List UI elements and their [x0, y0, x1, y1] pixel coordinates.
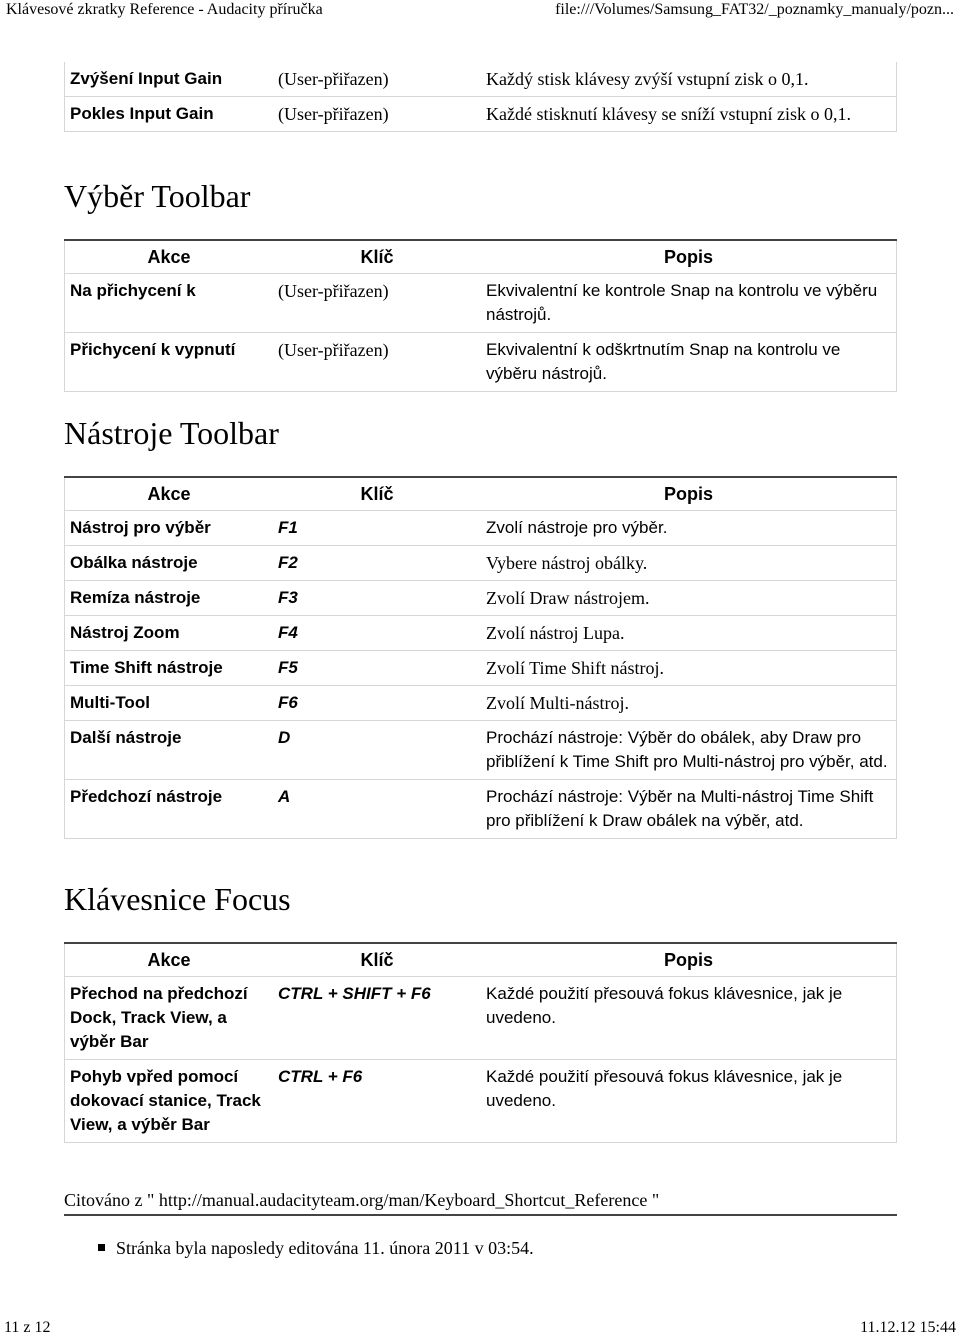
table-row: [65, 721, 897, 780]
row-action: Obálka nástroje: [65, 546, 274, 581]
row-action: Nástroj pro výběr: [65, 511, 274, 546]
row-key: CTRL + SHIFT + F6: [273, 977, 481, 1060]
print-header-url: file:///Volumes/Samsung_FAT32/_poznamky_manualy/pozn...: [555, 1, 954, 18]
vyber-table: [64, 239, 897, 392]
table-row: [65, 686, 897, 721]
row-key: F3: [273, 581, 481, 616]
row-desc: Každé použití přesouvá fokus klávesnice, jak je uvedeno.: [481, 1060, 897, 1143]
row-key: A: [273, 780, 481, 839]
table-row: [65, 581, 897, 616]
section-heading-nastroje: Nástroje Toolbar: [64, 415, 279, 451]
row-action: Zvýšení Input Gain: [65, 62, 274, 97]
row-desc: Vybere nástroj obálky.: [481, 546, 897, 581]
row-key: F6: [273, 686, 481, 721]
column-header-klic: Klíč: [273, 943, 481, 977]
row-action: Time Shift nástroje: [65, 651, 274, 686]
row-key: F2: [273, 546, 481, 581]
focus-table-block: [64, 942, 897, 1143]
table-row: [65, 977, 897, 1060]
column-header-klic: Klíč: [273, 477, 481, 511]
row-key: (User-přiřazen): [273, 333, 481, 392]
row-key: (User-přiřazen): [273, 62, 481, 97]
table-row: [65, 651, 897, 686]
gain-table-block: [64, 62, 897, 132]
print-footer: [0, 1318, 960, 1338]
row-action: Pokles Input Gain: [65, 97, 274, 132]
row-action: Další nástroje: [65, 721, 274, 780]
row-desc: Zvolí Multi-nástroj.: [481, 686, 897, 721]
gain-table: [64, 62, 897, 132]
row-key: D: [273, 721, 481, 780]
section-heading-focus: Klávesnice Focus: [64, 881, 291, 917]
table-row: [65, 546, 897, 581]
row-action: Na přichycení k: [65, 274, 274, 333]
row-desc: Zvolí nástroje pro výběr.: [481, 511, 897, 546]
row-action: Pohyb vpřed pomocí dokovací stanice, Track View, a výběr Bar: [65, 1060, 274, 1143]
row-key: F1: [273, 511, 481, 546]
table-row: [65, 97, 897, 132]
citation: Citováno z " http://manual.audacityteam.org/man/Keyboard_Shortcut_Reference ": [64, 1188, 897, 1216]
print-datetime: 11.12.12 15:44: [860, 1319, 956, 1336]
table-row: [65, 62, 897, 97]
list-item: [98, 1236, 534, 1260]
page-number: 11 z 12: [4, 1319, 51, 1336]
column-header-popis: Popis: [481, 477, 897, 511]
row-desc: Každý stisk klávesy zvýší vstupní zisk o 0,1.: [481, 62, 897, 97]
focus-table: [64, 942, 897, 1143]
vyber-table-block: [64, 239, 897, 392]
row-desc: Zvolí Draw nástrojem.: [481, 581, 897, 616]
row-key: CTRL + F6: [273, 1060, 481, 1143]
row-action: Přichycení k vypnutí: [65, 333, 274, 392]
column-header-akce: Akce: [65, 477, 274, 511]
section-heading-vyber: Výběr Toolbar: [64, 178, 251, 214]
row-desc: Zvolí nástroj Lupa.: [481, 616, 897, 651]
row-desc: Ekvivalentní ke kontrole Snap na kontrolu ve výběru nástrojů.: [481, 274, 897, 333]
row-desc: Prochází nástroje: Výběr na Multi-nástroj Time Shift pro přiblížení k Draw obálek na výběr, atd.: [481, 780, 897, 839]
table-row: [65, 616, 897, 651]
column-header-akce: Akce: [65, 240, 274, 274]
print-header: [0, 0, 960, 24]
row-key: F4: [273, 616, 481, 651]
row-key: F5: [273, 651, 481, 686]
table-row: [65, 333, 897, 392]
column-header-klic: Klíč: [273, 240, 481, 274]
last-edited-text: Stránka byla naposledy editována 11. února 2011 v 03:54.: [116, 1238, 534, 1258]
nastroje-table-block: [64, 476, 897, 839]
print-header-title: Klávesové zkratky Reference - Audacity příručka: [6, 1, 323, 18]
column-header-akce: Akce: [65, 943, 274, 977]
row-desc: Prochází nástroje: Výběr do obálek, aby Draw pro přiblížení k Time Shift pro Multi-nástroj pro výběr, atd.: [481, 721, 897, 780]
square-bullet-icon: [98, 1244, 105, 1251]
table-header-row: [65, 240, 897, 274]
table-header-row: [65, 477, 897, 511]
row-action: Nástroj Zoom: [65, 616, 274, 651]
table-row: [65, 274, 897, 333]
row-desc: Ekvivalentní k odškrtnutím Snap na kontrolu ve výběru nástrojů.: [481, 333, 897, 392]
row-action: Multi-Tool: [65, 686, 274, 721]
table-header-row: [65, 943, 897, 977]
table-row: [65, 1060, 897, 1143]
row-action: Remíza nástroje: [65, 581, 274, 616]
table-row: [65, 780, 897, 839]
nastroje-table: [64, 476, 897, 839]
table-row: [65, 511, 897, 546]
column-header-popis: Popis: [481, 240, 897, 274]
column-header-popis: Popis: [481, 943, 897, 977]
row-desc: Každé použití přesouvá fokus klávesnice, jak je uvedeno.: [481, 977, 897, 1060]
row-action: Předchozí nástroje: [65, 780, 274, 839]
row-desc: Zvolí Time Shift nástroj.: [481, 651, 897, 686]
row-action: Přechod na předchozí Dock, Track View, a výběr Bar: [65, 977, 274, 1060]
footer-bullet-list: [98, 1236, 534, 1260]
row-desc: Každé stisknutí klávesy se sníží vstupní zisk o 0,1.: [481, 97, 897, 132]
row-key: (User-přiřazen): [273, 97, 481, 132]
row-key: (User-přiřazen): [273, 274, 481, 333]
